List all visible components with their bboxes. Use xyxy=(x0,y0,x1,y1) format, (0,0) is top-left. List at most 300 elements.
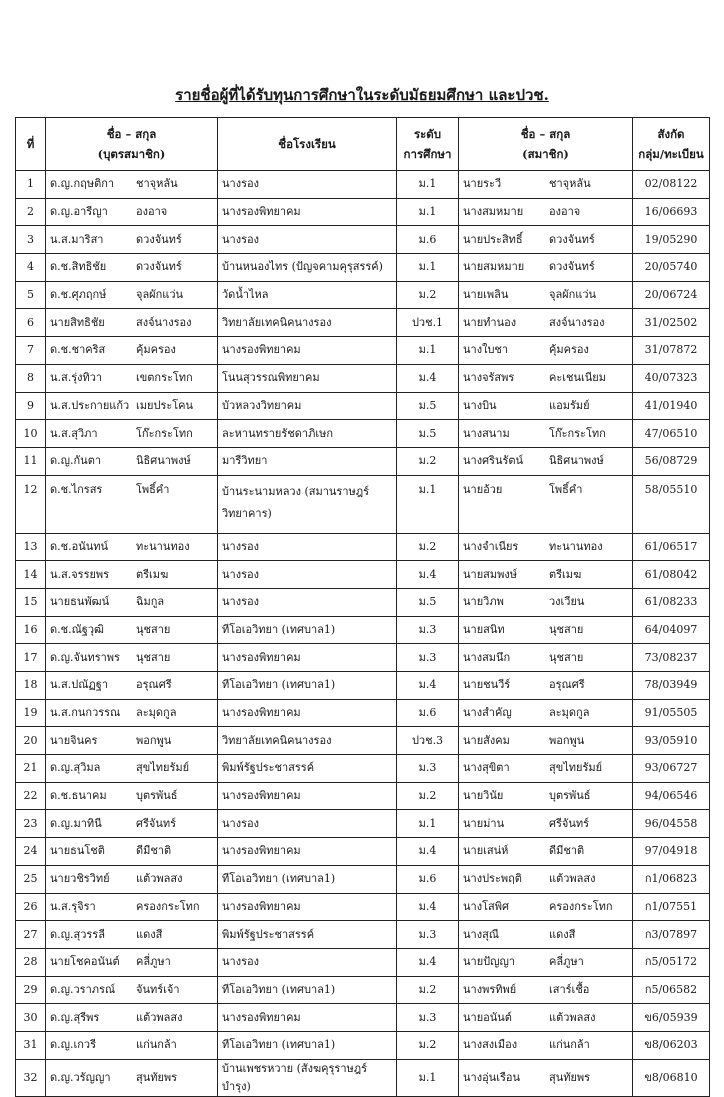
group-registration: 61/08233 xyxy=(633,588,710,616)
member-first-name: นางจำเนียร xyxy=(463,539,519,553)
child-first-name: นายวชิรวิทย์ xyxy=(50,872,110,886)
header-school: ชื่อโรงเรียน xyxy=(218,118,397,171)
table-row xyxy=(16,838,710,866)
member-name-cell xyxy=(459,198,633,226)
row-number: 15 xyxy=(16,588,46,616)
member-last-name: นิธิศนาพงษ์ xyxy=(549,454,604,468)
group-registration: 40/07323 xyxy=(633,364,710,392)
child-name-cell xyxy=(46,226,218,254)
child-name-cell xyxy=(46,392,218,420)
member-name-cell xyxy=(459,1059,633,1096)
header-no: ที่ xyxy=(16,118,46,171)
group-registration: ก3/07897 xyxy=(633,921,710,949)
child-last-name: องอาจ xyxy=(136,205,168,219)
child-name-cell xyxy=(46,865,218,893)
child-name-cell xyxy=(46,364,218,392)
child-last-name: ชาจุหลัน xyxy=(136,177,178,191)
member-name-cell xyxy=(459,865,633,893)
row-number: 16 xyxy=(16,616,46,644)
group-registration: ข8/06203 xyxy=(633,1031,710,1059)
child-first-name: ด.ญ.สุวรรลี xyxy=(50,927,105,941)
header-child-name-line2: (บุตรสมาชิก) xyxy=(97,147,166,161)
child-name-cell xyxy=(46,1004,218,1032)
table-row xyxy=(16,337,710,365)
education-level: ม.5 xyxy=(397,588,459,616)
school-name: นางรอง xyxy=(218,588,397,616)
header-level xyxy=(397,118,459,171)
member-last-name: ชาจุหลัน xyxy=(549,177,591,191)
header-group-line2: กลุ่ม/ทะเบียน xyxy=(638,147,704,161)
child-name-cell xyxy=(46,337,218,365)
header-member-name xyxy=(459,118,633,171)
member-last-name: ละมุดกูล xyxy=(549,706,590,720)
member-name-cell xyxy=(459,616,633,644)
member-first-name: นางสงเมือง xyxy=(463,1038,518,1052)
group-registration: 94/06546 xyxy=(633,782,710,810)
child-last-name: พอกพูน xyxy=(136,733,172,747)
school-name: นางรอง xyxy=(218,810,397,838)
school-name: ทีโอเอวิทยา (เทศบาล1) xyxy=(218,672,397,700)
member-name-cell xyxy=(459,420,633,448)
child-last-name: จุลผักแว่น xyxy=(136,288,184,302)
child-last-name: คลี่ภูษา xyxy=(136,955,171,969)
child-name-cell xyxy=(46,782,218,810)
member-last-name: องอาจ xyxy=(549,205,581,219)
child-last-name: ครองกระโทก xyxy=(136,899,200,913)
school-name: บ้านระนามหลวง (สมานราษฎร์วิทยาคาร) xyxy=(218,475,397,533)
school-name: บัวหลวงวิทยาคม xyxy=(218,392,397,420)
child-first-name: ด.ช.ชาคริส xyxy=(50,343,106,357)
school-name: นางรอง xyxy=(218,226,397,254)
school-name: นางรองพิทยาคม xyxy=(218,893,397,921)
child-name-cell xyxy=(46,254,218,282)
education-level: ม.6 xyxy=(397,865,459,893)
row-number: 31 xyxy=(16,1031,46,1059)
member-name-cell xyxy=(459,281,633,309)
header-group xyxy=(633,118,710,171)
row-number: 18 xyxy=(16,672,46,700)
child-name-cell xyxy=(46,921,218,949)
child-last-name: เมยประโคน xyxy=(136,398,194,412)
member-last-name: แอมรัมย์ xyxy=(549,398,590,412)
group-registration: ข8/06810 xyxy=(633,1059,710,1096)
child-last-name: ศรีจันทร์ xyxy=(136,816,177,830)
child-last-name: แต้วพลสง xyxy=(136,1010,183,1024)
scholarship-table xyxy=(15,117,710,1097)
child-last-name: แต้วพลสง xyxy=(136,872,183,886)
child-first-name: น.ส.ปณัฏฐา xyxy=(50,678,109,692)
row-number: 9 xyxy=(16,392,46,420)
table-row xyxy=(16,893,710,921)
row-number: 8 xyxy=(16,364,46,392)
school-name: นางรองพิทยาคม xyxy=(218,699,397,727)
row-number: 6 xyxy=(16,309,46,337)
group-registration: 97/04918 xyxy=(633,838,710,866)
row-number: 1 xyxy=(16,171,46,199)
member-last-name: โก๊ะกระโทก xyxy=(549,426,606,440)
group-registration: 96/04558 xyxy=(633,810,710,838)
school-name: บ้านเพชรหวาย (สังฆคุรุราษฎร์บำรุง) xyxy=(218,1059,397,1096)
member-name-cell xyxy=(459,226,633,254)
member-first-name: นายวินัย xyxy=(463,789,504,803)
child-last-name: แก่นกล้า xyxy=(136,1038,177,1052)
school-name: นางรอง xyxy=(218,533,397,561)
table-row xyxy=(16,921,710,949)
school-name: มารีวิทยา xyxy=(218,447,397,475)
child-last-name: สุขไทยรัมย์ xyxy=(136,761,190,775)
education-level: ม.4 xyxy=(397,672,459,700)
child-name-cell xyxy=(46,420,218,448)
child-first-name: นายโชคอนันต์ xyxy=(50,955,120,969)
school-name: นางรองพิทยาคม xyxy=(218,1004,397,1032)
member-last-name: สงจ์นางรอง xyxy=(549,315,605,329)
education-level: ม.6 xyxy=(397,226,459,254)
child-first-name: ด.ญ.กฤษติกา xyxy=(50,177,115,191)
member-last-name: ศรีจันทร์ xyxy=(549,816,590,830)
member-first-name: นางศรินรัตน์ xyxy=(463,454,524,468)
group-registration: ก5/05172 xyxy=(633,948,710,976)
child-name-cell xyxy=(46,281,218,309)
member-last-name: ดีมีชาติ xyxy=(549,844,585,858)
child-first-name: ด.ช.อนันทน์ xyxy=(50,539,109,553)
table-header-row xyxy=(16,118,710,171)
row-number: 21 xyxy=(16,755,46,783)
member-last-name: ดวงจันทร์ xyxy=(549,232,595,246)
table-row xyxy=(16,865,710,893)
child-name-cell xyxy=(46,447,218,475)
group-registration: 61/08042 xyxy=(633,561,710,589)
child-first-name: น.ส.กนกวรรณ xyxy=(50,706,121,720)
education-level: ม.2 xyxy=(397,447,459,475)
row-number: 2 xyxy=(16,198,46,226)
child-name-cell xyxy=(46,838,218,866)
school-name: ทีโอเอวิทยา (เทศบาล1) xyxy=(218,976,397,1004)
child-name-cell xyxy=(46,755,218,783)
table-row xyxy=(16,281,710,309)
table-row xyxy=(16,533,710,561)
child-last-name: ทะนานทอง xyxy=(136,539,190,553)
member-last-name: นุชสาย xyxy=(549,650,584,664)
education-level: ปวช.1 xyxy=(397,309,459,337)
member-last-name: คะเชนเนียม xyxy=(549,371,606,385)
school-name: พิมพ์รัฐประชาสรรค์ xyxy=(218,921,397,949)
header-child-name-line1: ชื่อ – สกุล xyxy=(106,127,157,141)
member-name-cell xyxy=(459,727,633,755)
table-row xyxy=(16,420,710,448)
member-name-cell xyxy=(459,475,633,533)
child-name-cell xyxy=(46,1059,218,1096)
member-name-cell xyxy=(459,699,633,727)
document-title: รายชื่อผู้ที่ได้รับทุนการศึกษาในระดับมัธยมศึกษา และปวช. xyxy=(175,86,549,104)
group-registration: ข6/05939 xyxy=(633,1004,710,1032)
member-name-cell xyxy=(459,893,633,921)
child-first-name: น.ส.จรรยพร xyxy=(50,567,110,581)
child-last-name: แดงสี xyxy=(136,927,163,941)
member-name-cell xyxy=(459,337,633,365)
child-first-name: น.ส.สุวิภา xyxy=(50,426,98,440)
row-number: 10 xyxy=(16,420,46,448)
member-name-cell xyxy=(459,948,633,976)
school-name: นางรองพิทยาคม xyxy=(218,198,397,226)
education-level: ม.2 xyxy=(397,281,459,309)
member-last-name: ดวงจันทร์ xyxy=(549,260,595,274)
child-first-name: ด.ช.ณัฐวุฒิ xyxy=(50,622,104,636)
child-last-name: ละมุดกูล xyxy=(136,706,177,720)
table-row xyxy=(16,755,710,783)
table-row xyxy=(16,644,710,672)
table-row xyxy=(16,948,710,976)
school-name: ละหานทรายรัชดาภิเษก xyxy=(218,420,397,448)
row-number: 3 xyxy=(16,226,46,254)
child-first-name: นายจินคร xyxy=(50,733,98,747)
member-first-name: นายอ้วย xyxy=(463,482,503,496)
child-first-name: น.ส.รุจิรา xyxy=(50,899,96,913)
group-registration: 56/08729 xyxy=(633,447,710,475)
table-row xyxy=(16,672,710,700)
education-level: ม.3 xyxy=(397,755,459,783)
table-row xyxy=(16,1031,710,1059)
member-last-name: สุขไทยรัมย์ xyxy=(549,761,603,775)
member-name-cell xyxy=(459,644,633,672)
child-last-name: สงจ์นางรอง xyxy=(136,315,192,329)
table-row xyxy=(16,392,710,420)
child-name-cell xyxy=(46,976,218,1004)
school-name: นางรอง xyxy=(218,171,397,199)
member-first-name: นายประสิทธิ์ xyxy=(463,232,523,246)
education-level: ม.1 xyxy=(397,171,459,199)
member-name-cell xyxy=(459,810,633,838)
row-number: 20 xyxy=(16,727,46,755)
table-row xyxy=(16,447,710,475)
child-first-name: ด.ช.ธนาคม xyxy=(50,789,107,803)
child-first-name: ด.ญ.อารีญา xyxy=(50,205,108,219)
education-level: ม.3 xyxy=(397,644,459,672)
child-name-cell xyxy=(46,309,218,337)
member-first-name: นางสนาม xyxy=(463,426,510,440)
row-number: 24 xyxy=(16,838,46,866)
member-last-name: นุชสาย xyxy=(549,622,584,636)
member-last-name: ทะนานทอง xyxy=(549,539,603,553)
group-registration: 93/05910 xyxy=(633,727,710,755)
education-level: ม.2 xyxy=(397,782,459,810)
table-row xyxy=(16,475,710,533)
table-row xyxy=(16,727,710,755)
education-level: ม.2 xyxy=(397,1031,459,1059)
member-first-name: นายม่าน xyxy=(463,816,505,830)
child-first-name: ด.ช.ไกรสร xyxy=(50,482,103,496)
member-name-cell xyxy=(459,364,633,392)
group-registration: ก1/07551 xyxy=(633,893,710,921)
child-last-name: สุนทัยพร xyxy=(136,1070,178,1084)
row-number: 13 xyxy=(16,533,46,561)
education-level: ม.3 xyxy=(397,616,459,644)
school-name: บ้านหนองไทร (ปัญจคามคุรุสรรค์) xyxy=(218,254,397,282)
group-registration: 16/06693 xyxy=(633,198,710,226)
member-last-name: โพธิ์คำ xyxy=(549,482,583,496)
member-first-name: นายสังคม xyxy=(463,733,510,747)
child-name-cell xyxy=(46,810,218,838)
education-level: ม.1 xyxy=(397,475,459,533)
table-row xyxy=(16,254,710,282)
header-group-line1: สังกัด xyxy=(657,127,685,141)
row-number: 14 xyxy=(16,561,46,589)
child-name-cell xyxy=(46,672,218,700)
group-registration: 02/08122 xyxy=(633,171,710,199)
child-last-name: ดวงจันทร์ xyxy=(136,232,182,246)
member-first-name: นายปัญญา xyxy=(463,955,516,969)
school-name: วิทยาลัยเทคนิคนางรอง xyxy=(218,309,397,337)
member-last-name: วงเวียน xyxy=(549,595,585,609)
education-level: ม.1 xyxy=(397,1059,459,1096)
group-registration: 19/05290 xyxy=(633,226,710,254)
child-last-name: เขตกระโทก xyxy=(136,371,193,385)
member-name-cell xyxy=(459,392,633,420)
member-name-cell xyxy=(459,782,633,810)
row-number: 26 xyxy=(16,893,46,921)
header-child-name xyxy=(46,118,218,171)
education-level: ม.4 xyxy=(397,948,459,976)
member-name-cell xyxy=(459,447,633,475)
child-first-name: น.ส.ประกายแก้ว xyxy=(50,398,130,412)
child-first-name: นายสิทธิชัย xyxy=(50,315,105,329)
member-last-name: แก่นกล้า xyxy=(549,1038,590,1052)
member-first-name: นางสุขิตา xyxy=(463,761,510,775)
school-name: ทีโอเอวิทยา (เทศบาล1) xyxy=(218,1031,397,1059)
child-name-cell xyxy=(46,475,218,533)
member-last-name: แดงสี xyxy=(549,927,576,941)
member-first-name: นางใบชา xyxy=(463,343,509,357)
child-last-name: คุ้มครอง xyxy=(136,343,176,357)
row-number: 11 xyxy=(16,447,46,475)
group-registration: 20/06724 xyxy=(633,281,710,309)
member-last-name: แต้วพลสง xyxy=(549,872,596,886)
member-name-cell xyxy=(459,561,633,589)
member-first-name: นายสมพงษ์ xyxy=(463,567,517,581)
member-name-cell xyxy=(459,309,633,337)
member-name-cell xyxy=(459,171,633,199)
table-row xyxy=(16,1059,710,1096)
table-row xyxy=(16,561,710,589)
child-first-name: ด.ญ.สุรีพร xyxy=(50,1010,100,1024)
child-first-name: ด.ญ.วราภรณ์ xyxy=(50,982,116,996)
member-name-cell xyxy=(459,588,633,616)
table-row xyxy=(16,226,710,254)
member-last-name: สุนทัยพร xyxy=(549,1070,591,1084)
child-name-cell xyxy=(46,893,218,921)
group-registration: 61/06517 xyxy=(633,533,710,561)
member-first-name: นายระวี xyxy=(463,177,502,191)
child-name-cell xyxy=(46,561,218,589)
row-number: 30 xyxy=(16,1004,46,1032)
school-name: วิทยาลัยเทคนิคนางรอง xyxy=(218,727,397,755)
member-name-cell xyxy=(459,921,633,949)
member-first-name: นางอุ่นเรือน xyxy=(463,1070,520,1084)
header-member-name-line2: (สมาชิก) xyxy=(522,147,569,161)
member-first-name: นางจรัสพร xyxy=(463,371,515,385)
education-level: ม.4 xyxy=(397,561,459,589)
member-first-name: นางโสพิศ xyxy=(463,899,509,913)
table-row xyxy=(16,364,710,392)
member-name-cell xyxy=(459,838,633,866)
child-last-name: นุชสาย xyxy=(136,622,171,636)
education-level: ม.6 xyxy=(397,699,459,727)
child-first-name: ด.ญ.จันทราพร xyxy=(50,650,120,664)
child-first-name: ด.ญ.กันตา xyxy=(50,454,102,468)
group-registration: 93/06727 xyxy=(633,755,710,783)
child-first-name: ด.ญ.สุวิมล xyxy=(50,761,101,775)
member-first-name: นายเพลิน xyxy=(463,288,509,302)
school-name: นางรอง xyxy=(218,561,397,589)
row-number: 22 xyxy=(16,782,46,810)
member-first-name: นางสมหมาย xyxy=(463,205,524,219)
member-name-cell xyxy=(459,976,633,1004)
child-name-cell xyxy=(46,198,218,226)
child-name-cell xyxy=(46,727,218,755)
member-first-name: นายสมหมาย xyxy=(463,260,525,274)
member-first-name: นางพรทิพย์ xyxy=(463,982,517,996)
member-last-name: พอกพูน xyxy=(549,733,585,747)
table-row xyxy=(16,810,710,838)
school-name: ทีโอเอวิทยา (เทศบาล1) xyxy=(218,865,397,893)
child-last-name: จันทร์เจ้า xyxy=(136,982,180,996)
row-number: 23 xyxy=(16,810,46,838)
child-name-cell xyxy=(46,1031,218,1059)
child-first-name: ด.ช.ศุภฤกษ์ xyxy=(50,288,107,302)
group-registration: ก1/06823 xyxy=(633,865,710,893)
child-name-cell xyxy=(46,588,218,616)
education-level: ม.5 xyxy=(397,420,459,448)
education-level: ม.4 xyxy=(397,364,459,392)
child-last-name: บุตรพันธ์ xyxy=(136,789,178,803)
child-first-name: ด.ญ.มาทินี xyxy=(50,816,102,830)
child-name-cell xyxy=(46,171,218,199)
school-name: โนนสุวรรณพิทยาคม xyxy=(218,364,397,392)
table-row xyxy=(16,699,710,727)
member-name-cell xyxy=(459,755,633,783)
school-name: ทีโอเอวิทยา (เทศบาล1) xyxy=(218,616,397,644)
education-level: ม.2 xyxy=(397,533,459,561)
education-level: ม.5 xyxy=(397,392,459,420)
row-number: 7 xyxy=(16,337,46,365)
table-row xyxy=(16,1004,710,1032)
group-registration: 31/02502 xyxy=(633,309,710,337)
row-number: 27 xyxy=(16,921,46,949)
member-first-name: นางสมนึก xyxy=(463,650,511,664)
child-last-name: นิธิศนาพงษ์ xyxy=(136,454,191,468)
group-registration: 20/05740 xyxy=(633,254,710,282)
education-level: ปวช.3 xyxy=(397,727,459,755)
member-last-name: ตรีเมฆ xyxy=(549,567,582,581)
member-first-name: นางบิน xyxy=(463,398,497,412)
row-number: 5 xyxy=(16,281,46,309)
header-level-line2: การศึกษา xyxy=(403,147,452,161)
row-number: 19 xyxy=(16,699,46,727)
table-row xyxy=(16,198,710,226)
education-level: ม.2 xyxy=(397,976,459,1004)
group-registration: ก5/06582 xyxy=(633,976,710,1004)
child-last-name: ดีมีชาติ xyxy=(136,844,172,858)
child-last-name: อรุณศรี xyxy=(136,678,172,692)
child-name-cell xyxy=(46,948,218,976)
school-name: พิมพ์รัฐประชาสรรค์ xyxy=(218,755,397,783)
school-name: นางรองพิทยาคม xyxy=(218,782,397,810)
child-first-name: ด.ญ.วรัญญา xyxy=(50,1070,111,1084)
school-name: วัดน้ำไหล xyxy=(218,281,397,309)
child-last-name: ตรีเมฆ xyxy=(136,567,169,581)
table-body xyxy=(16,171,710,1097)
group-registration: 73/08237 xyxy=(633,644,710,672)
group-registration: 41/01940 xyxy=(633,392,710,420)
